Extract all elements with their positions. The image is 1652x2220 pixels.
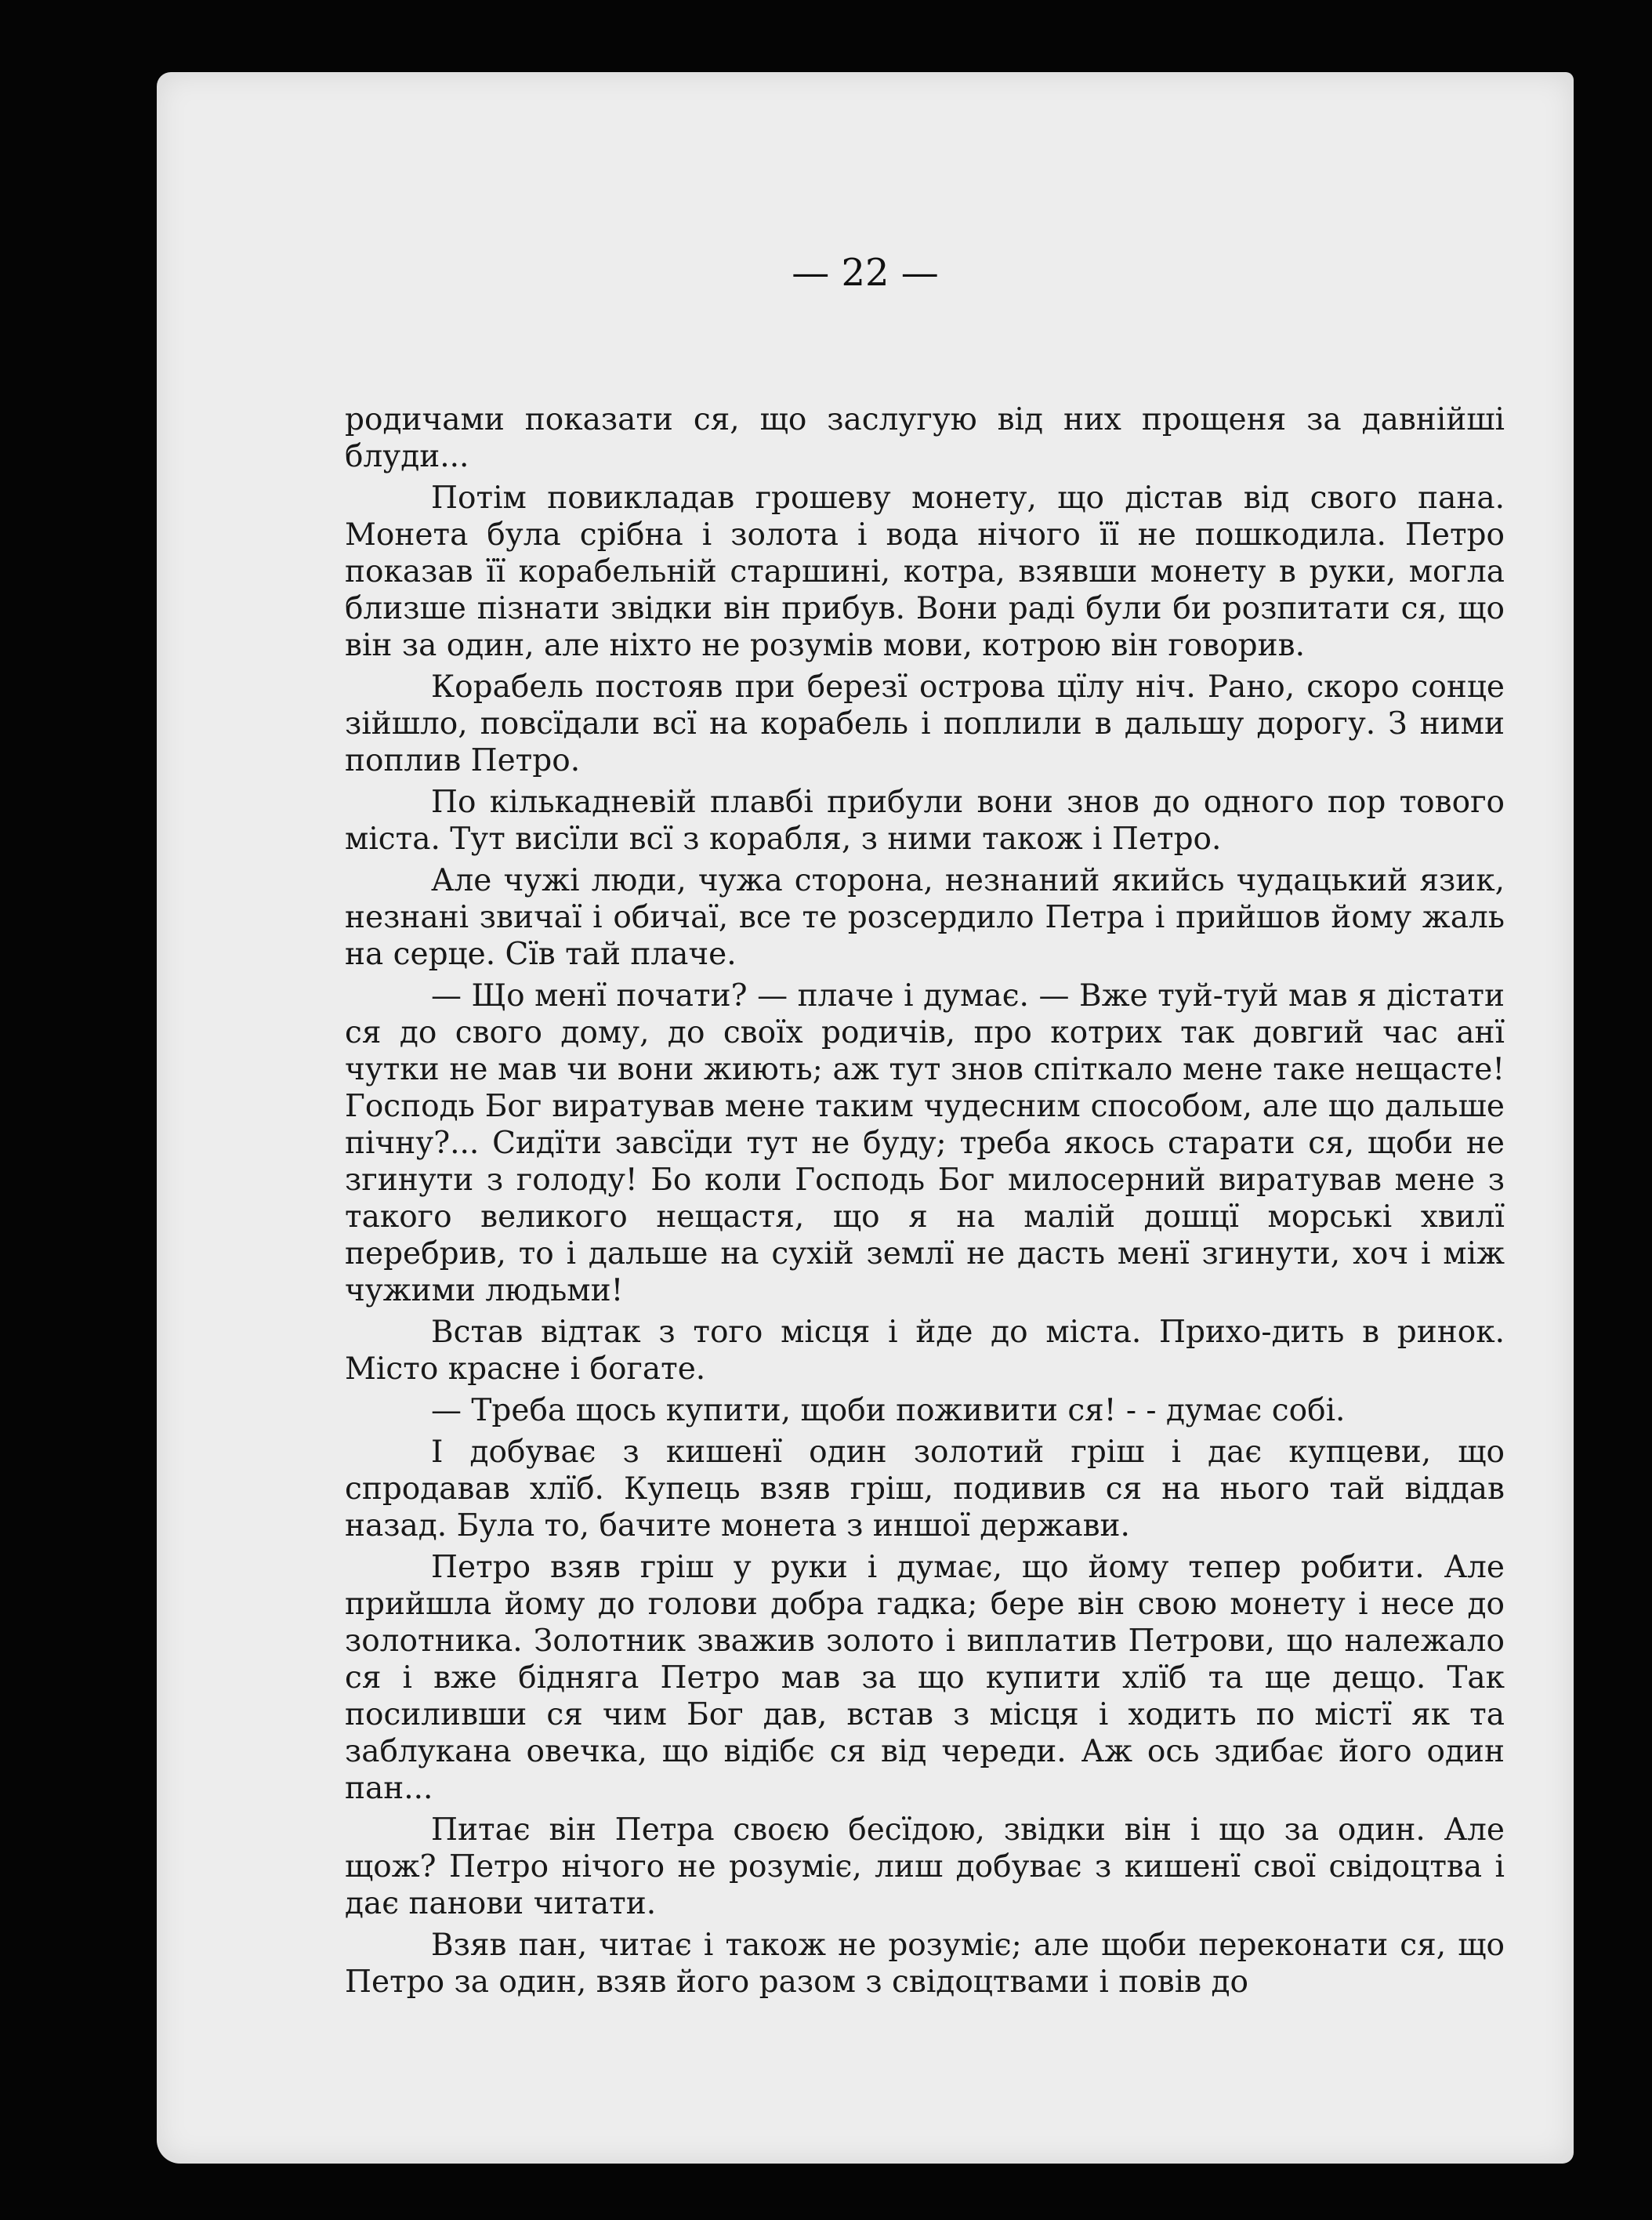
paragraph: Питає він Петра своєю бесїдою, звідки він і що за один. Але щож? Петро нічого не розуміє, лиш добуває з кишенї свої свідоцтва і дає панови читати. xyxy=(345,1812,1505,1921)
paragraph: По кількадневій плавбі прибули вони знов до одного пор тового міста. Тут висїли всї з корабля, з ними також і Петро. xyxy=(345,785,1505,857)
paragraph: Взяв пан, читає і також не розуміє; але щоби переконати ся, що Петро за один, взяв його разом з свідоцтвами і повів до xyxy=(345,1928,1505,2000)
page-number: — 22 — xyxy=(792,251,939,295)
book-page xyxy=(157,72,1574,2164)
paragraph: Встав відтак з того місця і йде до міста. Прихо-дить в ринок. Місто красне і богате. xyxy=(345,1315,1505,1387)
body-text xyxy=(345,401,1505,2005)
paragraph: Потім повикладав грошеву монету, що дістав від свого пана. Монета була срібна і золота і вода нічого її не пошкодила. Петро показав її корабельній старшині, котра, взявши монету в руки, могла близше пізнати звідки він прибув. Вони раді були би розпитати ся, що він за один, але ніхто не розумів мови, котрою він говорив. xyxy=(345,481,1505,663)
paragraph: — Що менї почати? — плаче і думає. — Вже туй-туй мав я дістати ся до свого дому, до своїх родичів, про котрих так довгий час анї чутки не мав чи вони жиють; аж тут знов спіткало мене таке нещасте! Господь Бог виратував мене таким чудесним способом, але що дальше пічну?... Сидїти завсїди тут не буду; треба якось старати ся, щоби не згинути з голоду! Бо коли Господь Бог милосерний виратував мене з такого великого нещастя, що я на малій дошцї морські хвилї перебрив, то і дальше на сухій землї не дасть менї згинути, хоч і між чужими людьми! xyxy=(345,978,1505,1308)
paragraph: Але чужі люди, чужа сторона, незнаний якийсь чудацький язик, незнані звичаї і обичаї, все те розсердило Петра і прийшов йому жаль на серце. Сїв тай плаче. xyxy=(345,863,1505,972)
paragraph: — Треба щось купити, щоби поживити ся! - - думає собі. xyxy=(431,1393,1346,1428)
paragraph: І добуває з кишенї один золотий гріш і дає купцеви, що спродавав хлїб. Купець взяв гріш, подивив ся на нього тай віддав назад. Була то, бачите монета з иншої держави. xyxy=(345,1435,1505,1543)
paragraph: родичами показати ся, що заслугую від них прощеня за давнійші блуди... xyxy=(345,402,1505,474)
paragraph: Корабель постояв при березї острова цїлу ніч. Рано, скоро сонце зійшло, повсїдали всї на корабель і поплили в дальшу дорогу. З ними поплив Петро. xyxy=(345,669,1505,778)
paragraph: Петро взяв гріш у руки і думає, що йому тепер робити. Але прийшла йому до голови добра гадка; бере він свою монету і несе до золотника. Золотник зважив золото і виплатив Петрови, що належало ся і вже бідняга Петро мав за що купити хлїб та ще дещо. Так посиливши ся чим Бог дав, встав з місця і ходить по містї як та заблукана овечка, що відібє ся від череди. Аж ось здибає його один пан... xyxy=(345,1550,1505,1806)
